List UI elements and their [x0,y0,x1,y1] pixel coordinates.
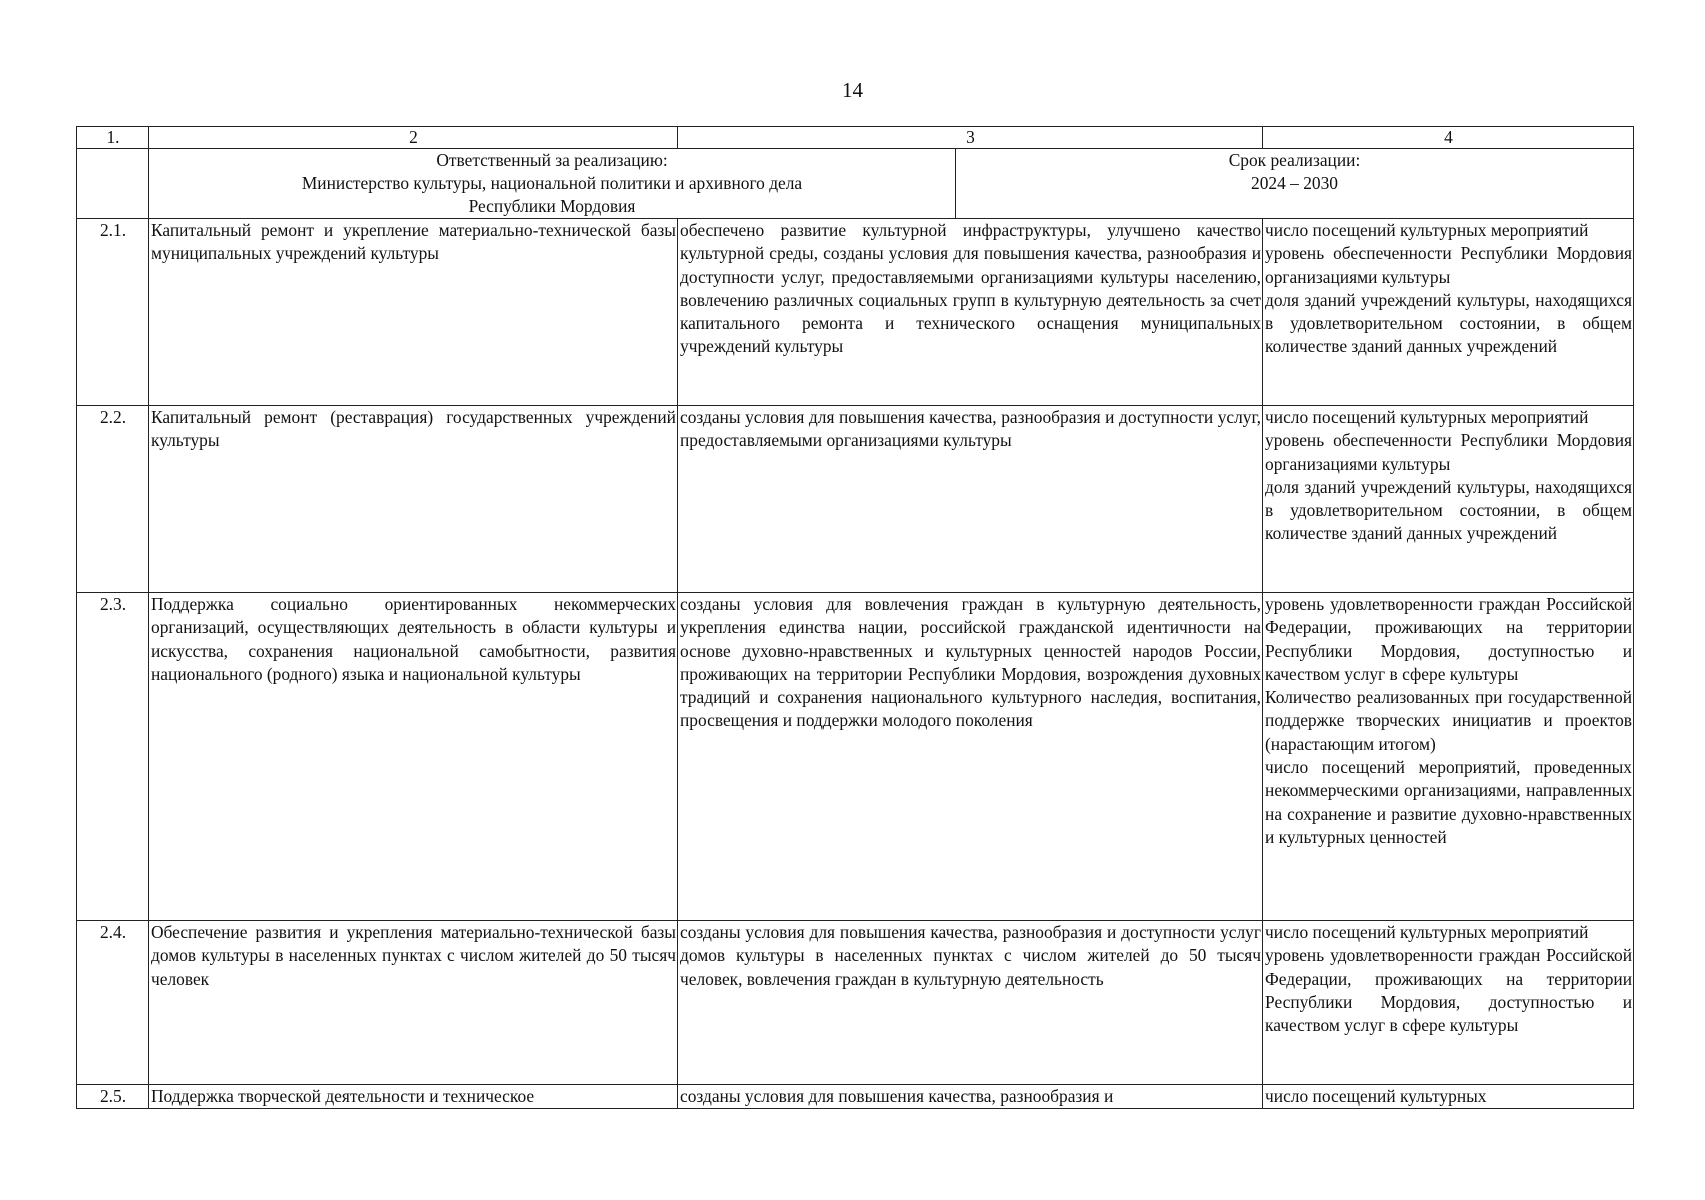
task-cell: Капитальный ремонт и укрепление материально-технической базы муниципальных учреждений культуры [149,219,678,406]
column-number-row [77,127,1634,149]
term-value: 2024 – 2030 [1251,173,1338,193]
responsibility-row [77,149,1634,219]
table-row [77,593,1634,921]
row-number: 2.2. [77,406,149,593]
effect-cell: созданы условия для вовлечения граждан в культурную деятельность, укрепления единства нации, российской гражданской идентичности на основе духовно-нравственных и культурных ценностей народов России, проживающих на территории Республики Мордовия, возрождения духовных традиций и сохранения национального культурного наследия, воспитания, просвещения и поддержки молодого поколения [678,593,1263,921]
table-row [77,219,1634,406]
effect-cell: обеспечено развитие культурной инфраструктуры, улучшено качество культурной среды, созданы условия для повышения качества, разнообразия и доступности услуг, предоставляемыми организациями культуры населению, вовлечению различных социальных групп в культурную деятельность за счет капитального ремонта и технического оснащения муниципальных учреждений культуры [678,219,1263,406]
indicators-cell [1263,1085,1634,1109]
indicator-item: уровень обеспеченности Республики Мордовия организациями культуры [1265,243,1633,287]
indicator-item: уровень удовлетворенности граждан Российской Федерации, проживающих на территории Республики Мордовия, доступностью и качеством услуг в сфере культуры [1265,945,1633,1036]
indicator-item: число посещений культурных мероприятий [1265,922,1589,942]
task-cell: Обеспечение развития и укрепления материально-технической базы домов культуры в населенных пунктах с числом жителей до 50 тысяч человек [149,921,678,1085]
row-number: 2.1. [77,219,149,406]
table-row [77,1085,1634,1109]
table-row [77,406,1634,593]
indicator-item: число посещений культурных мероприятий [1265,220,1589,240]
responsible-cell [149,149,956,219]
effect-cell: созданы условия для повышения качества, разнообразия и [678,1085,1263,1109]
column-number-1: 1. [77,127,149,149]
effect-cell: созданы условия для повышения качества, разнообразия и доступности услуг домов культуры в населенных пунктах с числом жителей до 50 тысяч человек, вовлечения граждан в культурную деятельность [678,921,1263,1085]
row-number: 2.5. [77,1085,149,1109]
responsible-republic: Республики Мордовия [468,196,636,216]
responsibility-spacer [77,149,149,219]
task-cell: Капитальный ремонт (реставрация) государственных учреждений культуры [149,406,678,593]
column-number-3: 3 [678,127,1263,149]
row-number: 2.3. [77,593,149,921]
table-row [77,921,1634,1085]
responsible-label: Ответственный за реализацию: [436,150,668,170]
column-number-4: 4 [1263,127,1634,149]
indicator-item: доля зданий учреждений культуры, находящихся в удовлетворительном состоянии, в общем количестве зданий данных учреждений [1265,289,1633,357]
task-cell: Поддержка социально ориентированных некоммерческих организаций, осуществляющих деятельность в области культуры и искусства, сохранения национальной самобытности, развития национального (родного) языка и национальной культуры [149,593,678,921]
term-cell [956,149,1634,219]
term-label: Срок реализации: [1228,150,1361,170]
indicator-item: уровень удовлетворенности граждан Российской Федерации, проживающих на территории Республики Мордовия, доступностью и качеством услуг в сфере культуры [1265,594,1633,684]
indicator-item: число посещений культурных мероприятий [1265,407,1589,427]
indicator-item: Количество реализованных при государственной поддержке творческих инициатив и проектов (нарастающим итогом) [1265,687,1633,754]
program-table [76,126,1634,1109]
row-number: 2.4. [77,921,149,1085]
task-cell: Поддержка творческой деятельности и техническое [149,1085,678,1109]
indicator-item: уровень обеспеченности Республики Мордовия организациями культуры [1265,430,1633,474]
indicator-item: число посещений культурных [1265,1086,1487,1106]
indicator-item: доля зданий учреждений культуры, находящихся в удовлетворительном состоянии, в общем количестве зданий данных учреждений [1265,476,1633,544]
effect-cell: созданы условия для повышения качества, разнообразия и доступности услуг, предоставляемыми организациями культуры [678,406,1263,593]
indicators-cell [1263,593,1634,921]
page-number: 14 [842,78,863,102]
column-number-2: 2 [149,127,678,149]
indicators-cell [1263,406,1634,593]
indicators-cell [1263,921,1634,1085]
responsible-ministry: Министерство культуры, национальной политики и архивного дела [301,173,803,193]
indicator-item: число посещений мероприятий, проведенных некоммерческими организациями, направленных на сохранение и развитие духовно-нравственных и культурных ценностей [1265,757,1633,847]
indicators-cell [1263,219,1634,406]
